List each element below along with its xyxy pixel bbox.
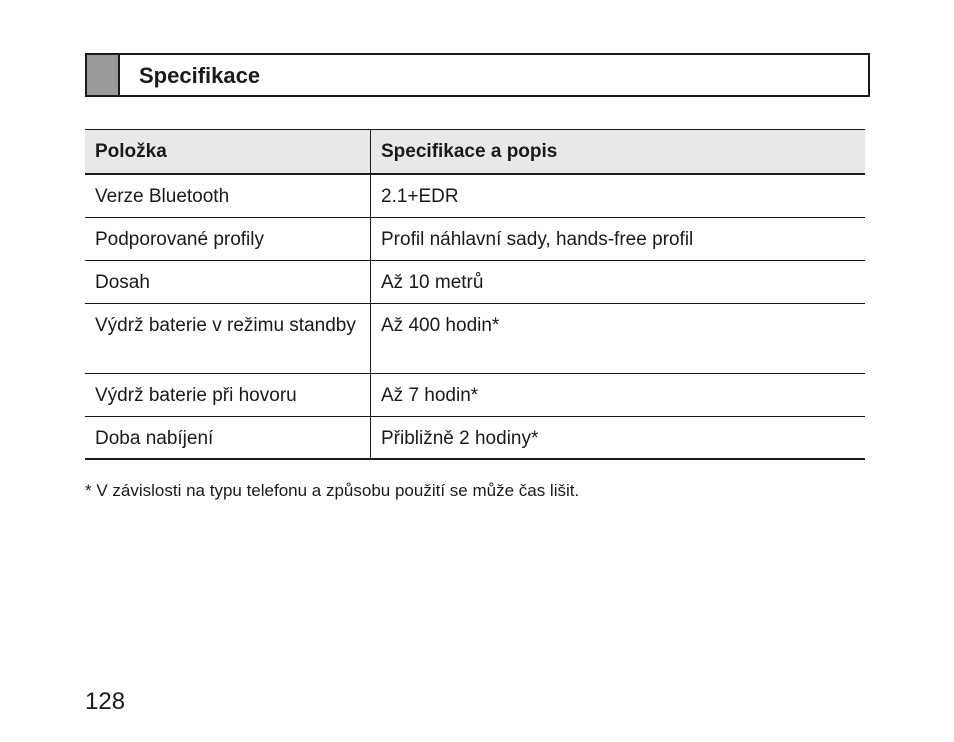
row-label: Doba nabíjení [85,416,371,459]
column-header-spec: Specifikace a popis [371,130,866,175]
row-label: Dosah [85,260,371,303]
row-value: Až 10 metrů [371,260,866,303]
table-header-row [85,130,865,175]
footnote: * V závislosti na typu telefonu a způsobu použití se může čas lišit. [85,481,580,500]
column-header-item: Položka [85,130,371,175]
table-row [85,373,865,416]
table-row [85,260,865,303]
row-label: Výdrž baterie při hovoru [85,373,371,416]
row-value: Profil náhlavní sady, hands-free profil [371,217,866,260]
row-value: 2.1+EDR [371,174,866,217]
row-value: Až 7 hodin* [371,373,866,416]
row-value: Přibližně 2 hodiny* [371,416,866,459]
table-row [85,217,865,260]
row-label: Výdrž baterie v režimu standby [85,303,371,373]
table-row [85,174,865,217]
row-label: Verze Bluetooth [85,174,371,217]
row-value: Až 400 hodin* [371,303,866,373]
section-header [85,53,870,97]
specification-table [85,129,865,460]
row-label: Podporované profily [85,217,371,260]
table-row [85,303,865,373]
page-number: 128 [85,688,126,715]
section-title: Specifikace [139,63,261,88]
table-row [85,416,865,459]
section-marker [87,55,120,95]
